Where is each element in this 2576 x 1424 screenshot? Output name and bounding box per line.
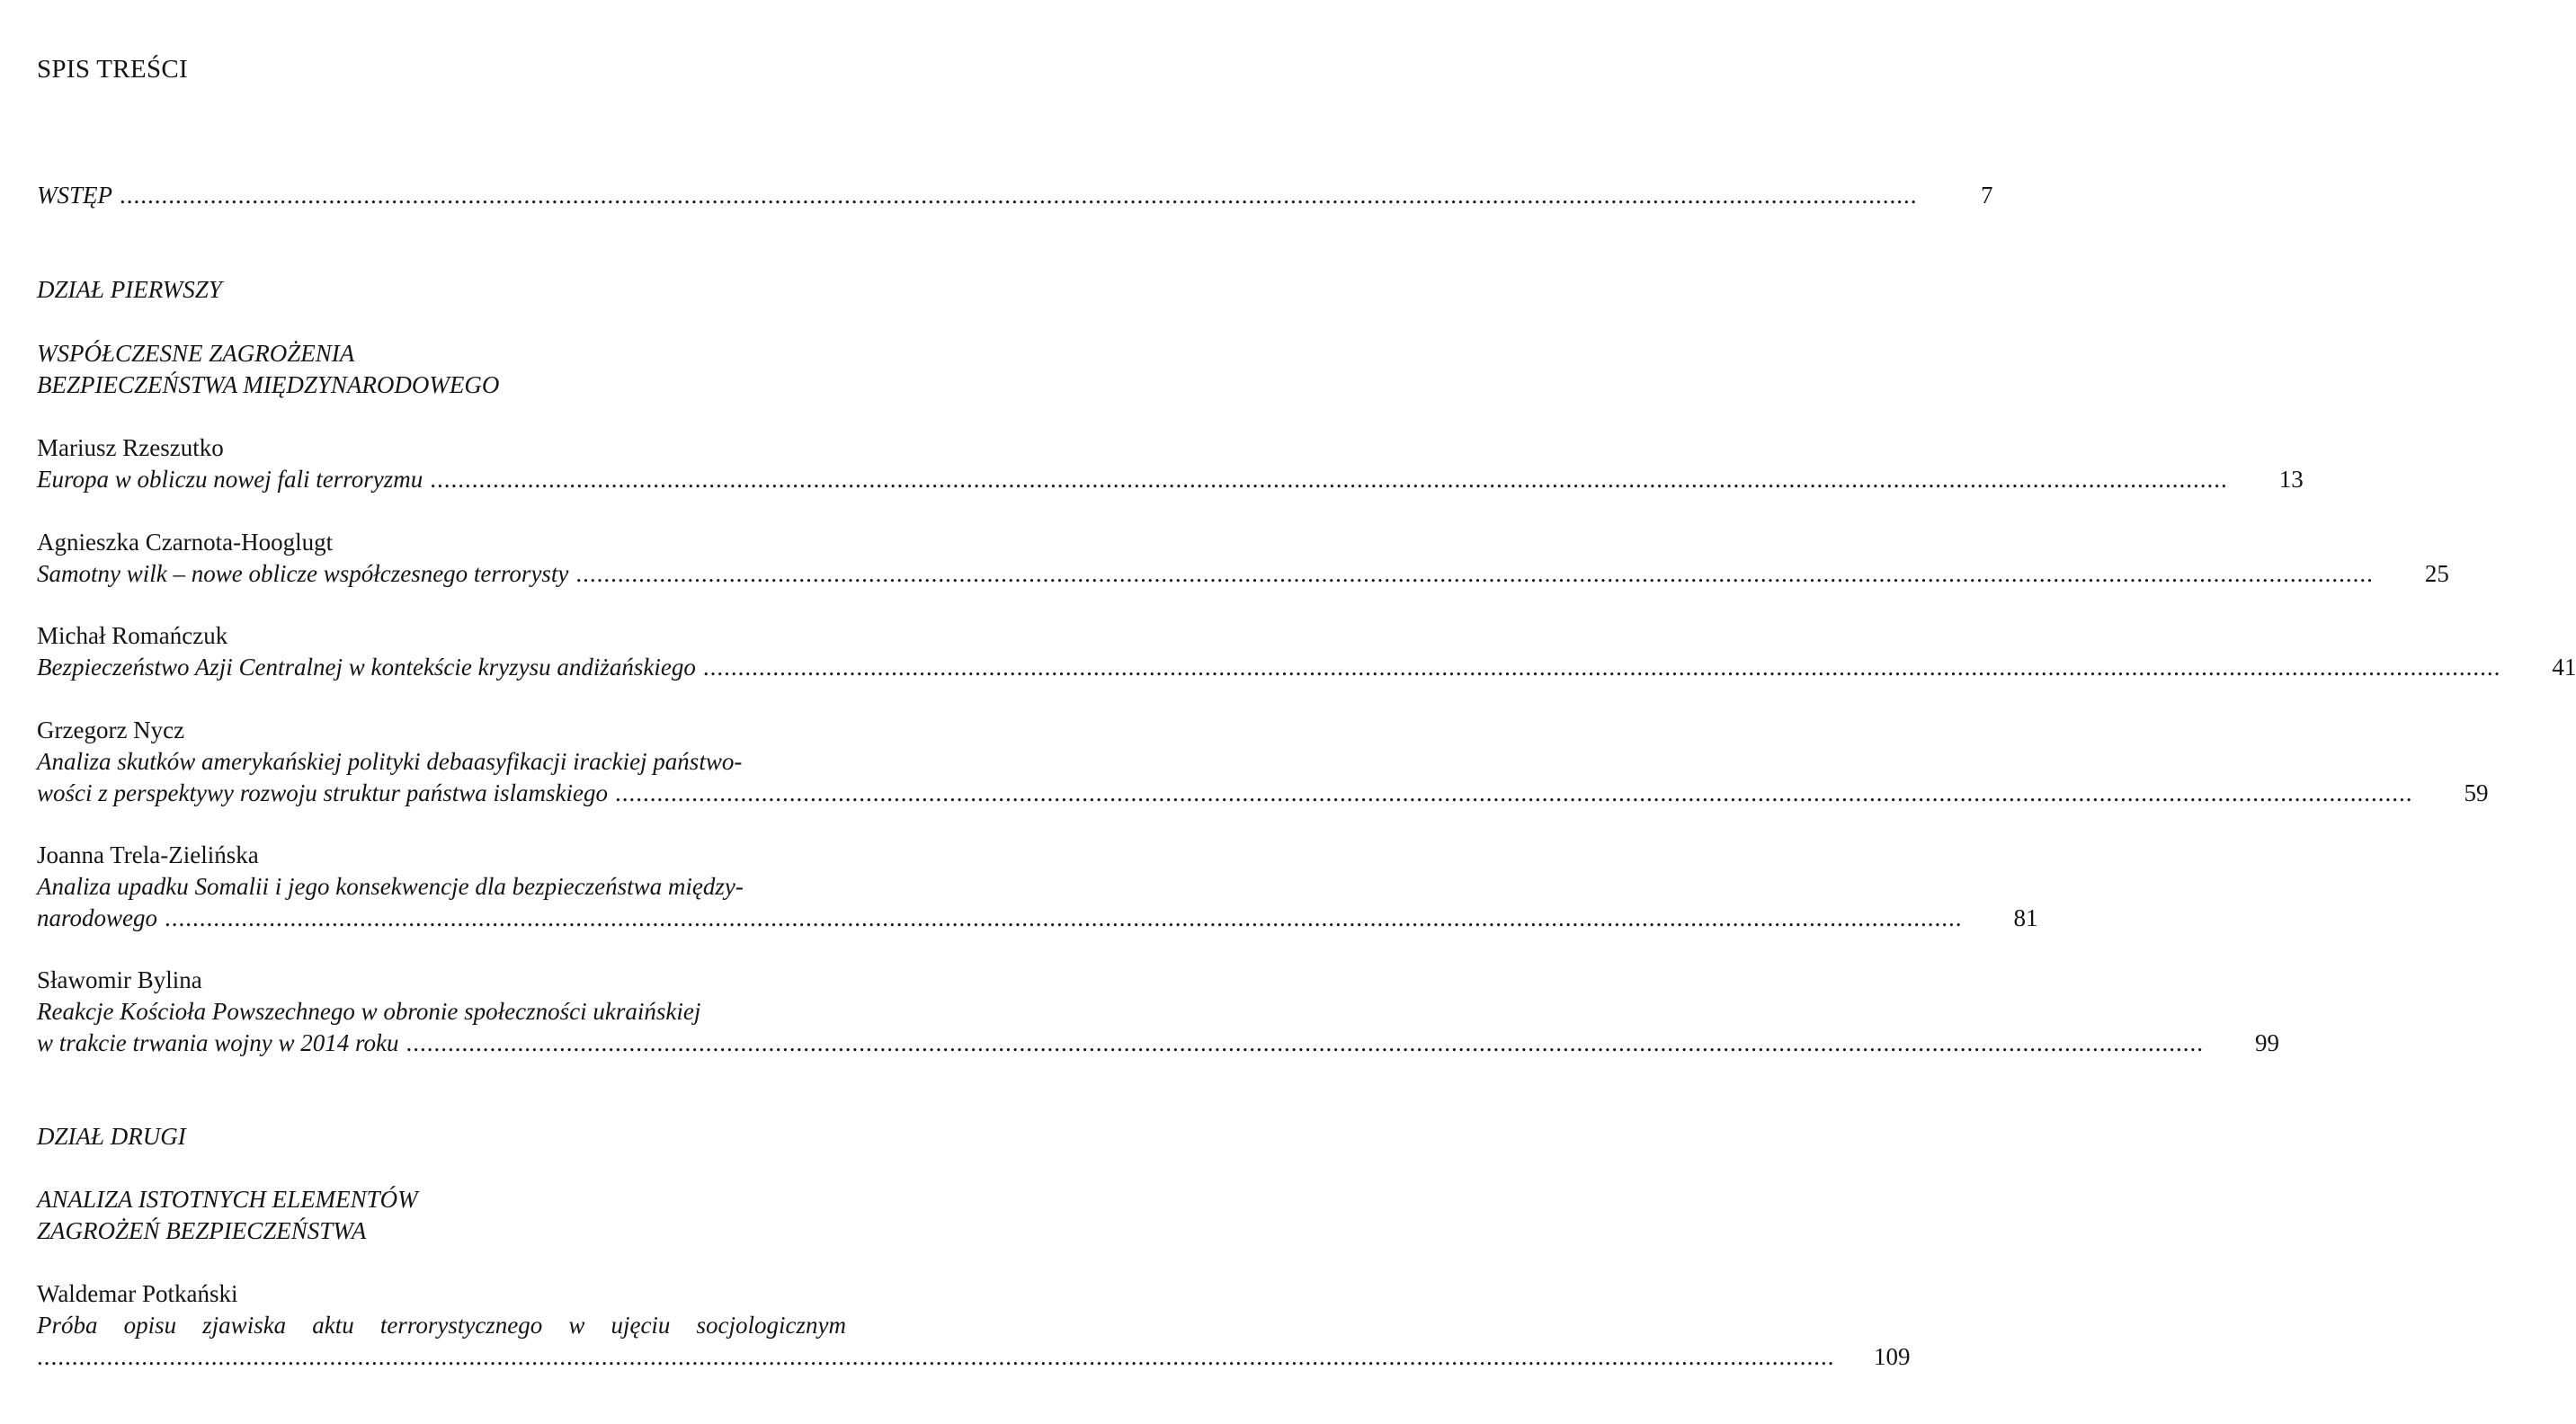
entry-title: Samotny wilk – nowe oblicze współczesnego terrorysty xyxy=(37,560,569,587)
page-number: 13 xyxy=(2278,466,2304,493)
dot-leader: .................................................................................................................................................................................................................................................................. xyxy=(406,1029,2204,1056)
dot-leader: .................................................................................................................................................................................................................................................................. xyxy=(165,904,1963,931)
entry-title-line2: w trakcie trwania wojny w 2014 roku xyxy=(37,1029,399,1056)
page-number: 81 xyxy=(2013,904,2038,931)
toc-title: SPIS TREŚCI xyxy=(37,55,188,84)
toc-entry[interactable] xyxy=(37,1278,1911,1373)
entry-title: Europa w obliczu nowej fali terroryzmu xyxy=(37,466,423,493)
dot-leader: .................................................................................................................................................................................................................................................................. xyxy=(430,466,2228,493)
part1-label: DZIAŁ PIERWSZY xyxy=(37,276,222,303)
page-number: 59 xyxy=(2464,779,2489,806)
part1-title-line1: WSPÓŁCZESNE ZAGROŻENIA xyxy=(37,340,355,367)
entry-author: Michał Romańczuk xyxy=(37,622,228,649)
page-number: 99 xyxy=(2254,1029,2279,1056)
toc-entry[interactable] xyxy=(37,432,2304,495)
toc-entry[interactable] xyxy=(37,965,2279,1059)
page-number: 25 xyxy=(2424,560,2449,587)
dot-leader: .................................................................................................................................................................................................................................................................. xyxy=(37,1343,1835,1370)
dot-leader: .................................................................................................................................................................................................................................................................. xyxy=(702,654,2501,681)
part2-label: DZIAŁ DRUGI xyxy=(37,1123,186,1150)
part2-title-line1: ANALIZA ISTOTNYCH ELEMENTÓW xyxy=(37,1186,418,1213)
toc-entry[interactable] xyxy=(37,840,2038,934)
part1-title xyxy=(37,338,923,401)
dot-leader: .................................................................................................................................................................................................................................................................. xyxy=(120,182,1918,209)
entry-author: Waldemar Potkański xyxy=(37,1280,238,1307)
entry-title-line1: Próba opisu zjawiska aktu terrorystycznego w ujęciu socjologicznym xyxy=(37,1312,846,1339)
entry-title-line2: wości z perspektywy rozwoju struktur państwa islamskiego xyxy=(37,779,608,806)
dot-leader: .................................................................................................................................................................................................................................................................. xyxy=(615,779,2413,806)
entry-title-line1: Analiza skutków amerykańskiej polityki debaasyfikacji irackiej państwo- xyxy=(37,748,743,775)
toc-entry-intro[interactable] xyxy=(37,180,1993,211)
entry-title: WSTĘP xyxy=(37,182,112,209)
part1-title-line2: BEZPIECZEŃSTWA MIĘDZYNARODOWEGO xyxy=(37,371,500,398)
entry-author: Joanna Trela-Zielińska xyxy=(37,841,259,868)
toc-entry[interactable] xyxy=(37,620,2576,683)
entry-author: Mariusz Rzeszutko xyxy=(37,434,224,461)
toc-entry[interactable] xyxy=(37,715,2489,809)
dot-leader: .................................................................................................................................................................................................................................................................. xyxy=(575,560,2374,587)
page-number: 109 xyxy=(1874,1343,1911,1370)
entry-author: Grzegorz Nycz xyxy=(37,716,185,743)
toc-entry[interactable] xyxy=(37,527,2449,590)
part2-title xyxy=(37,1184,923,1247)
entry-title-line1: Analiza upadku Somalii i jego konsekwencje dla bezpieczeństwa między- xyxy=(37,873,744,900)
entry-title-line1: Reakcje Kościoła Powszechnego w obronie społeczności ukraińskiej xyxy=(37,998,701,1025)
entry-title: Bezpieczeństwo Azji Centralnej w kontekście kryzysu andiżańskiego xyxy=(37,654,696,681)
page-number: 7 xyxy=(1981,182,1993,209)
page-number: 41 xyxy=(2552,654,2576,681)
entry-author: Sławomir Bylina xyxy=(37,966,202,993)
entry-title-line2: narodowego xyxy=(37,904,157,931)
entry-author: Agnieszka Czarnota-Hooglugt xyxy=(37,529,334,556)
part2-title-line2: ZAGROŻEŃ BEZPIECZEŃSTWA xyxy=(37,1217,367,1244)
